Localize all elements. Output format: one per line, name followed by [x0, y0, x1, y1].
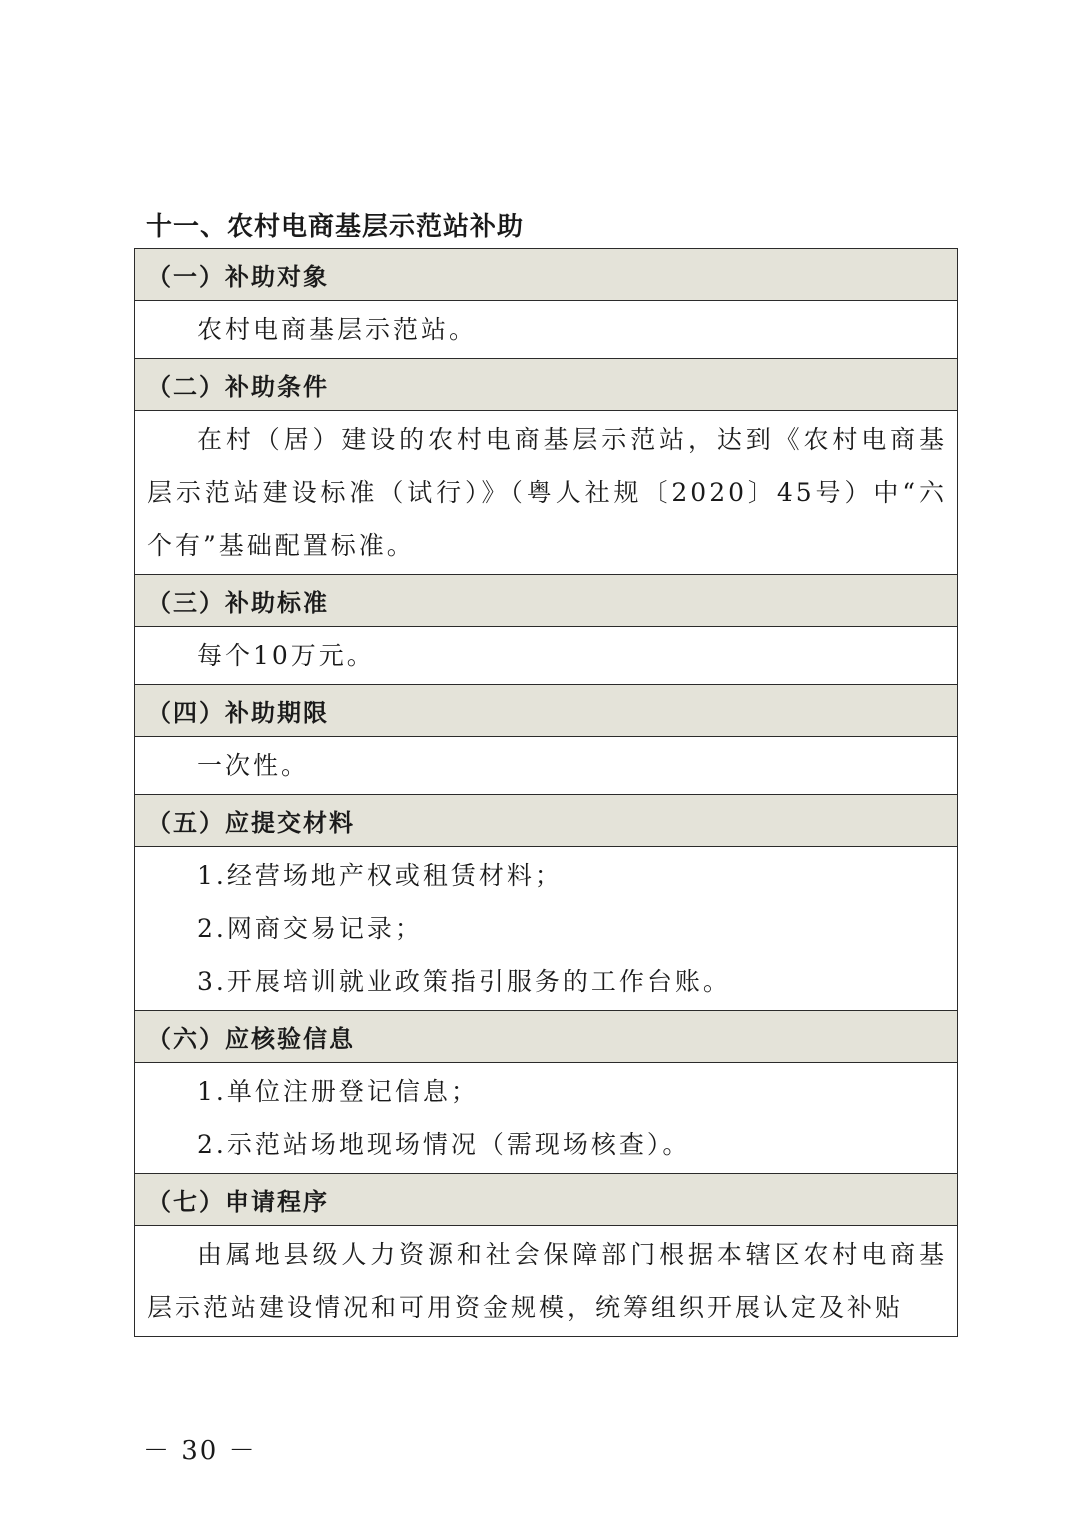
- paragraph: 农村电商基层示范站。: [197, 315, 478, 344]
- paragraph: 由属地县级人力资源和社会保障部门根据本辖区农村电商基层示范站建设情况和可用资金规模，统筹组织开展认定及补贴: [147, 1240, 947, 1322]
- table-header-row: [135, 795, 958, 847]
- list-item: 3.开展培训就业政策指引服务的工作台账。: [197, 967, 731, 996]
- paragraph: 每个10万元。: [197, 641, 375, 670]
- section-heading: （五）应提交材料: [135, 795, 958, 847]
- table-body-row: [135, 1063, 958, 1174]
- list-item: 1.单位注册登记信息；: [197, 1077, 479, 1106]
- section-heading: （一）补助对象: [135, 249, 958, 301]
- list-item: 2.网商交易记录；: [197, 914, 423, 943]
- section-heading: （六）应核验信息: [135, 1011, 958, 1063]
- table-body-row: [135, 847, 958, 1011]
- paragraph: 一次性。: [197, 751, 310, 780]
- list-item: 2.示范站场地现场情况（需现场核查）。: [197, 1130, 691, 1159]
- table-header-row: [135, 249, 958, 301]
- table-header-row: [135, 685, 958, 737]
- table-body-row: [135, 627, 958, 685]
- paragraph: 在村（居）建设的农村电商基层示范站，达到《农村电商基层示范站建设标准（试行）》（粤人社规〔2020〕45号）中“六个有”基础配置标准。: [147, 425, 947, 560]
- table-header-row: [135, 1011, 958, 1063]
- section-heading: （二）补助条件: [135, 359, 958, 411]
- table-header-row: [135, 1174, 958, 1226]
- table-body-row: [135, 301, 958, 359]
- section-heading: （七）申请程序: [135, 1174, 958, 1226]
- table-body-row: [135, 411, 958, 575]
- list-item: 1.经营场地产权或租赁材料；: [197, 861, 563, 890]
- section-heading: （四）补助期限: [135, 685, 958, 737]
- table-body-row: [135, 737, 958, 795]
- table-header-row: [135, 575, 958, 627]
- table-body-row: [135, 1226, 958, 1337]
- table-header-row: [135, 359, 958, 411]
- section-heading: （三）补助标准: [135, 575, 958, 627]
- section-title: 十一、农村电商基层示范站补助: [146, 212, 525, 242]
- page-number: － 30 －: [143, 1436, 257, 1466]
- subsidy-table: [134, 248, 958, 1337]
